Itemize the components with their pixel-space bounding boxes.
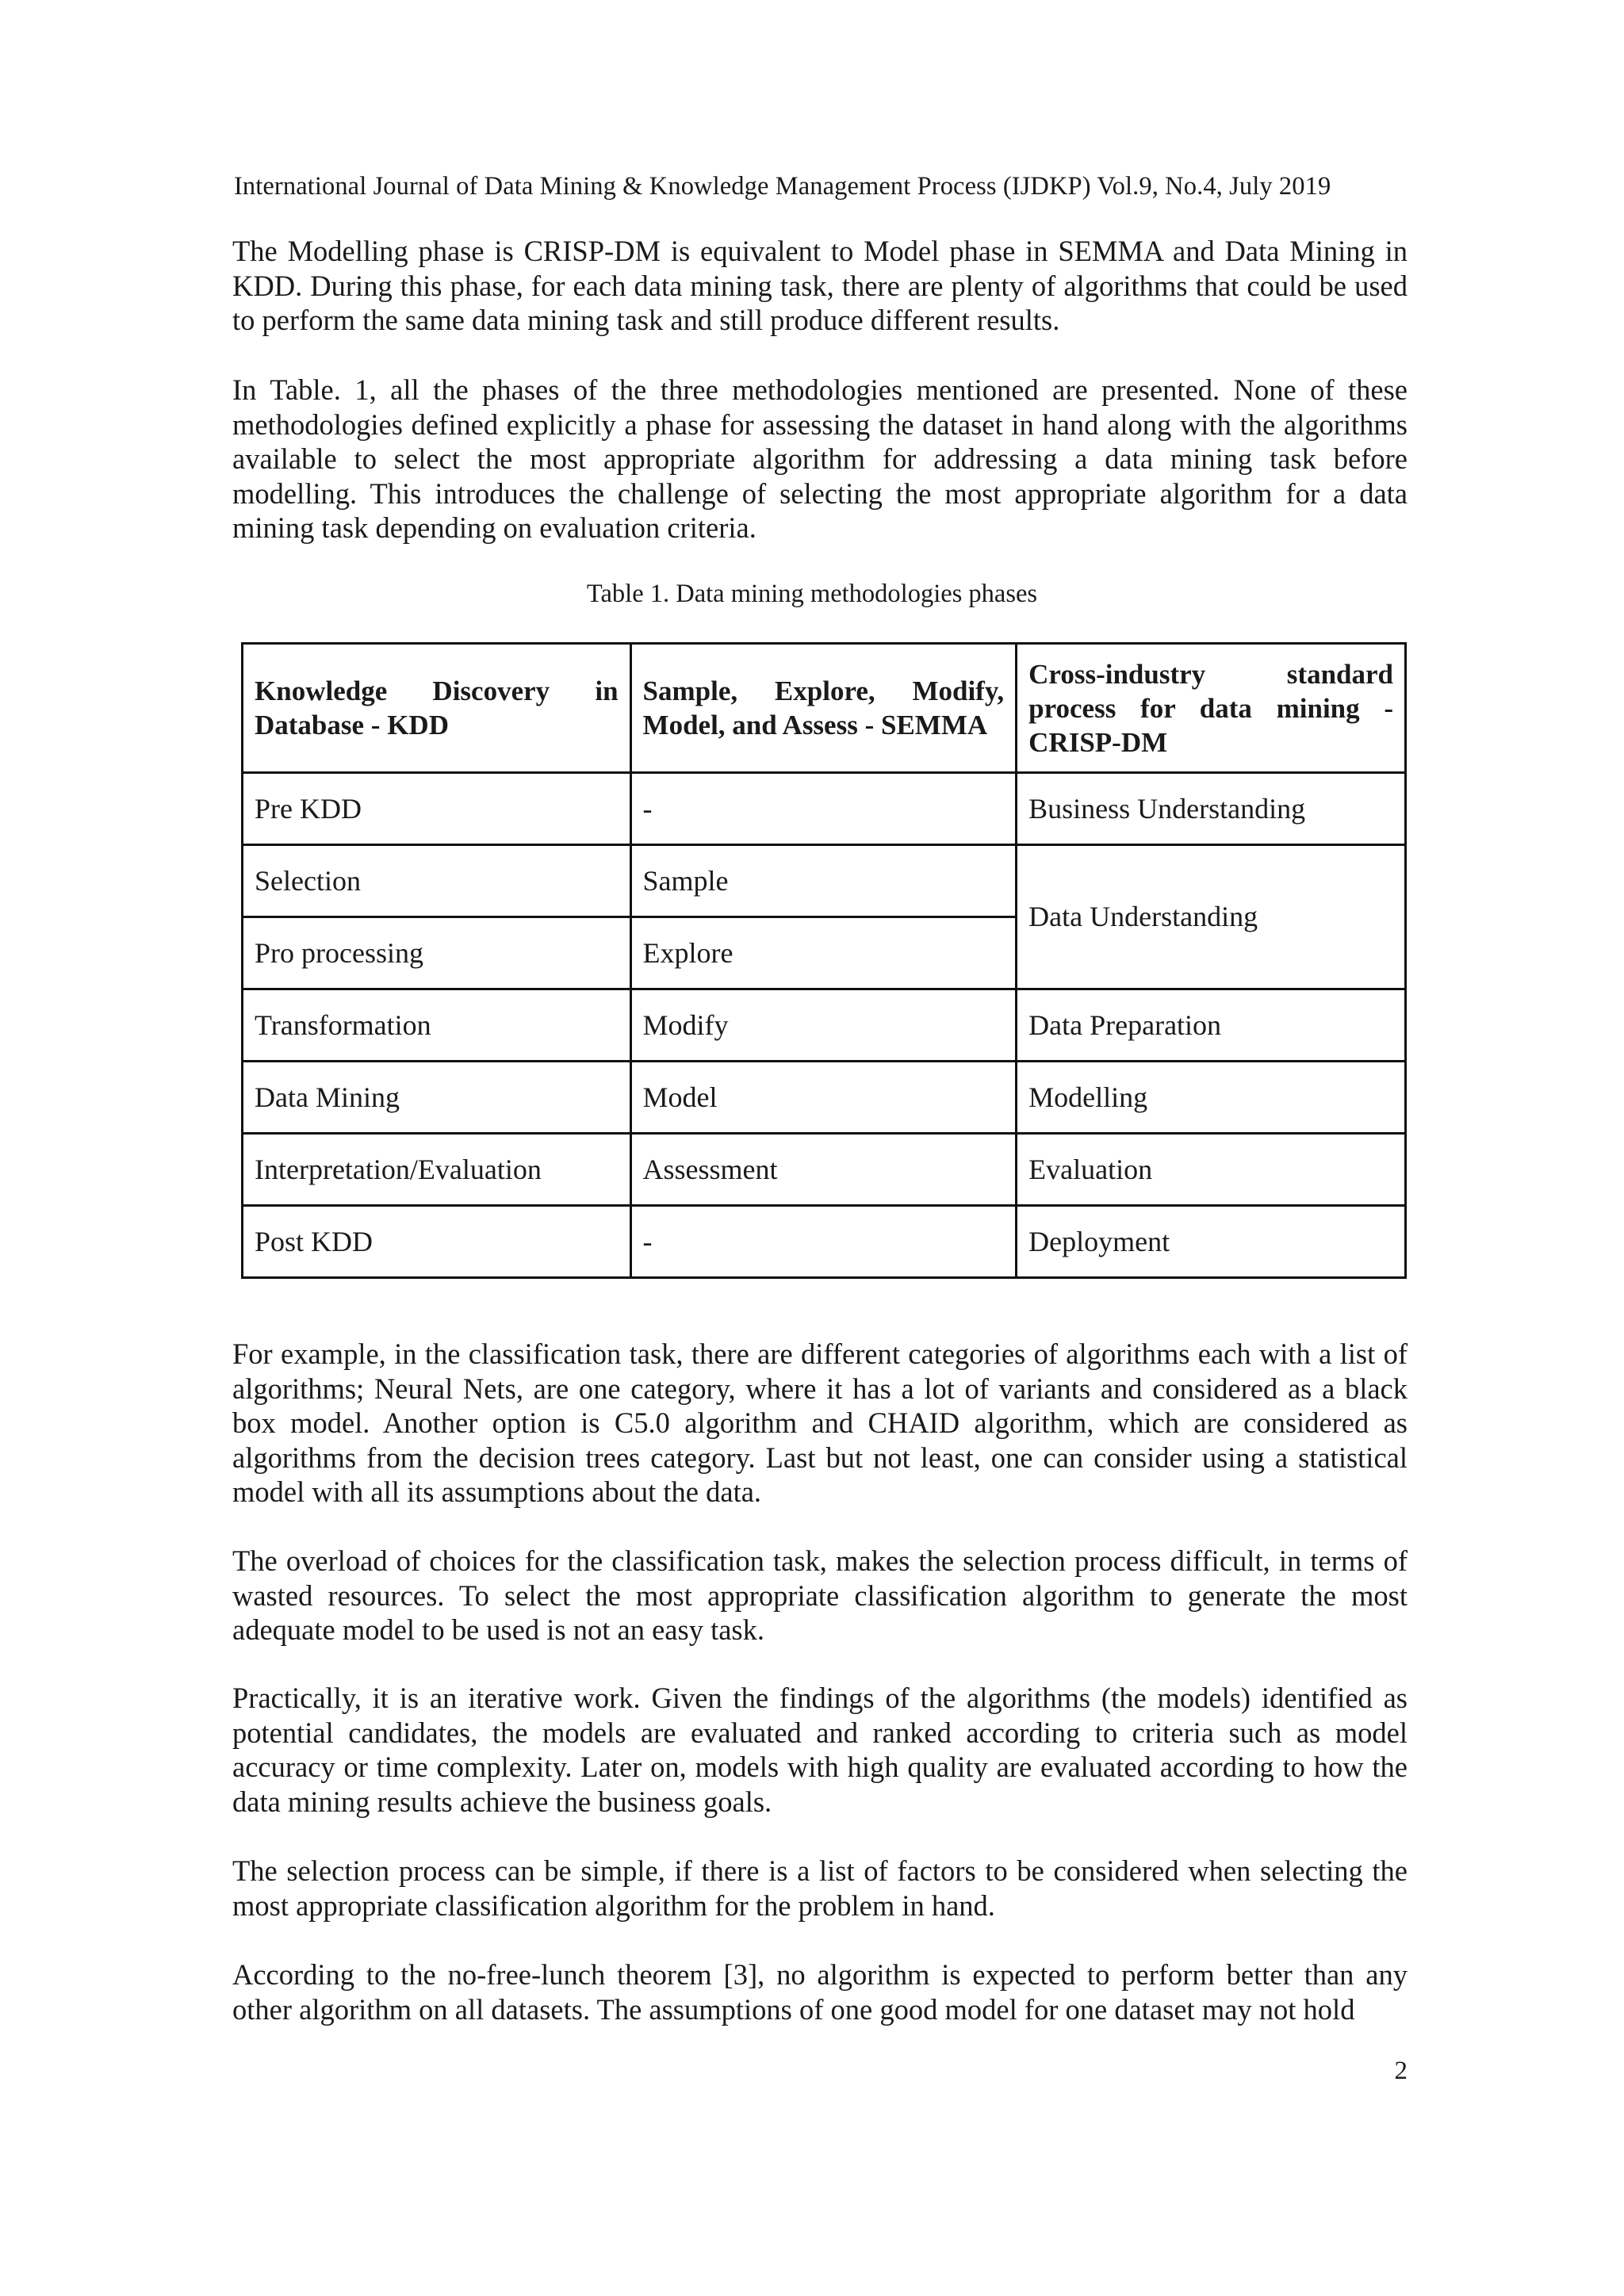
table-row — [243, 1062, 1406, 1134]
table-cell: Model — [630, 1062, 1017, 1134]
table-row — [243, 1206, 1406, 1278]
table-cell: Sample — [630, 845, 1017, 917]
paragraph-iterative-work: Practically, it is an iterative work. Given the findings of the algorithms (the models) identified as potential candidates, the models are evaluated and ranked according to criteria such as model accuracy or time complexity. Later on, models with high quality are evaluated according to how the data mining results achieve the business goals. — [232, 1682, 1408, 1818]
page-number: 2 — [1394, 2057, 1408, 2085]
paragraph-no-free-lunch: According to the no-free-lunch theorem [3], no algorithm is expected to perform better than any other algorithm on all datasets. The assumptions of one good model for one dataset may not hold — [232, 1958, 1408, 2026]
table-cell: Post KDD — [243, 1206, 631, 1278]
table-cell-merged: Data Understanding — [1017, 845, 1406, 989]
paragraph-overload-choices: The overload of choices for the classification task, makes the selection process difficult, in terms of wasted resources. To select the most appropriate classification algorithm to generate the most adequate model to be used is not an easy task. — [232, 1544, 1408, 1647]
journal-running-header: International Journal of Data Mining & Knowledge Management Process (IJDKP) Vol.9, No.4, July 2019 — [234, 172, 1331, 201]
paragraph-table-intro: In Table. 1, all the phases of the three methodologies mentioned are presented. None of these methodologies defined explicitly a phase for assessing the dataset in hand along with the algorithms available to select the most appropriate algorithm for addressing a data mining task before modelling. This introduces the challenge of selecting the most appropriate algorithm for a data mining task depending on evaluation criteria. — [232, 373, 1408, 545]
methodologies-table — [241, 642, 1407, 1279]
table-cell: Data Preparation — [1017, 989, 1406, 1062]
table-cell: Evaluation — [1017, 1134, 1406, 1206]
paragraph-modelling-phase: The Modelling phase is CRISP-DM is equivalent to Model phase in SEMMA and Data Mining in KDD. During this phase, for each data mining task, there are plenty of algorithms that could be used to perform the same data mining task and still produce different results. — [232, 235, 1408, 337]
table-cell: Transformation — [243, 989, 631, 1062]
table-cell: - — [630, 773, 1017, 845]
paragraph-classification-example: For example, in the classification task, there are different categories of algorithms each with a list of algorithms; Neural Nets, are one category, where it has a lot of variants and considered as a black box model. Another option is C5.0 algorithm and CHAID algorithm, which are considered as algorithms from the decision trees category. Last but not least, one can consider using a statistical model with all its assumptions about the data. — [232, 1337, 1408, 1509]
table-cell: - — [630, 1206, 1017, 1278]
table-row — [243, 773, 1406, 845]
table-row — [243, 1134, 1406, 1206]
table-caption: Table 1. Data mining methodologies phases — [586, 580, 1038, 608]
table-cell: Assessment — [630, 1134, 1017, 1206]
header-crisp-dm: Cross-industry standard process for data mining - CRISP-DM — [1017, 644, 1406, 773]
table-row — [243, 845, 1406, 917]
table-cell: Explore — [630, 917, 1017, 989]
table-cell: Modify — [630, 989, 1017, 1062]
header-kdd: Knowledge Discovery in Database - KDD — [243, 644, 631, 773]
table-cell: Data Mining — [243, 1062, 631, 1134]
table-row — [243, 989, 1406, 1062]
table-cell: Business Understanding — [1017, 773, 1406, 845]
paragraph-selection-process: The selection process can be simple, if there is a list of factors to be considered when selecting the most appropriate classification algorithm for the problem in hand. — [232, 1854, 1408, 1922]
table-cell: Pro processing — [243, 917, 631, 989]
table-cell: Modelling — [1017, 1062, 1406, 1134]
table-cell: Interpretation/Evaluation — [243, 1134, 631, 1206]
table-cell: Pre KDD — [243, 773, 631, 845]
header-semma: Sample, Explore, Modify, Model, and Assess - SEMMA — [630, 644, 1017, 773]
table-cell: Selection — [243, 845, 631, 917]
table-header-row — [243, 644, 1406, 773]
table-cell: Deployment — [1017, 1206, 1406, 1278]
